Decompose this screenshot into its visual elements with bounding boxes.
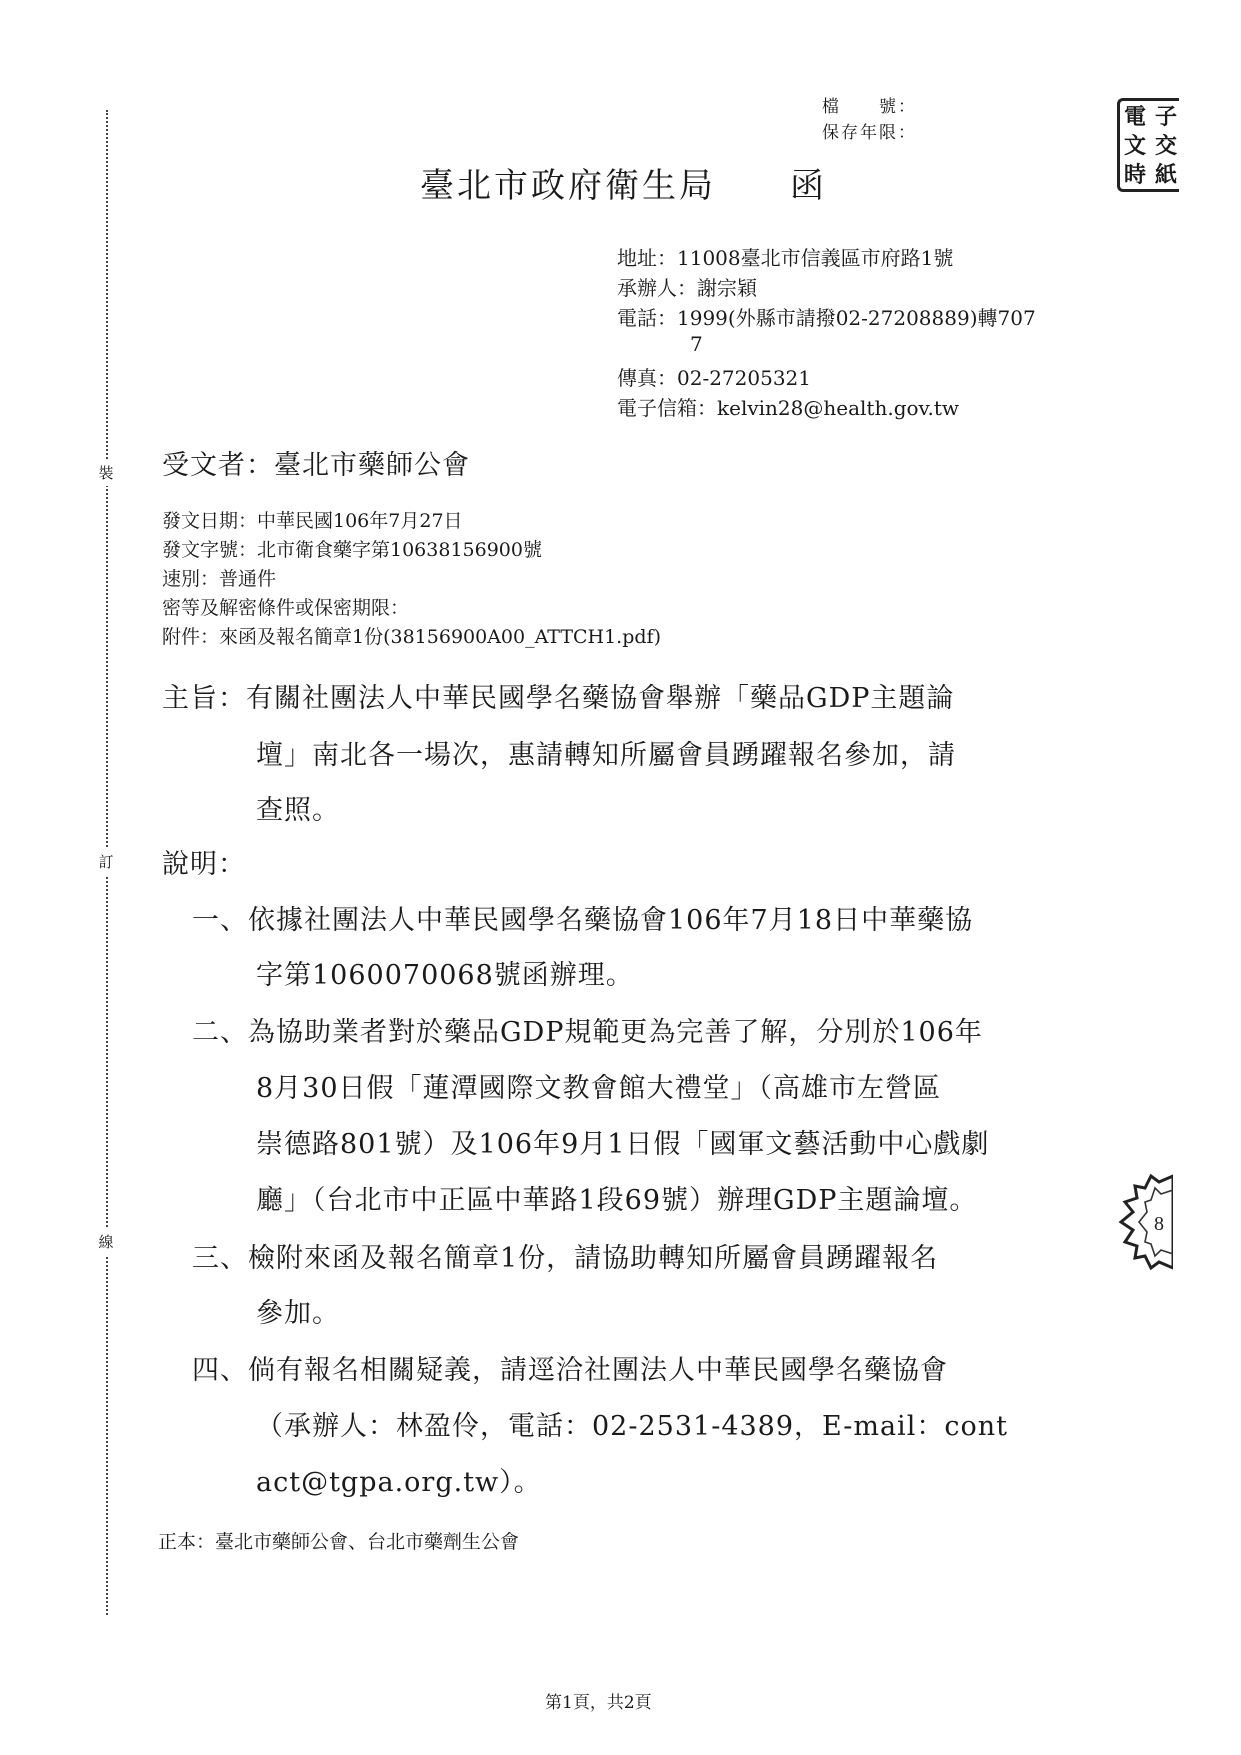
- item-3-line-2: 參加。: [256, 1298, 340, 1329]
- explanation-label: 說明：: [162, 849, 246, 880]
- copy-to: 正本：臺北市藥師公會、台北市藥劑生公會: [158, 1531, 520, 1553]
- item-2-line-1: 二、為協助業者對於藥品GDP規範更為完善了解，分別於106年: [192, 1017, 983, 1048]
- attachment: 附件：來函及報名簡章1份(38156900A00_ATTCH1.pdf): [162, 626, 661, 648]
- item-4-line-3: act@tgpa.org.tw）。: [256, 1467, 542, 1498]
- seal-number: 8: [1154, 1213, 1164, 1235]
- contact-address: 地址：11008臺北市信義區市府路1號: [617, 246, 954, 270]
- binding-label-ding: 訂: [96, 848, 116, 875]
- item-1-line-2: 字第1060070068號函辦理。: [256, 960, 634, 991]
- delivery-speed: 速別：普通件: [162, 568, 277, 590]
- item-1-line-1: 一、依據社團法人中華民國學名藥協會106年7月18日中華藥協: [192, 905, 974, 936]
- security-classification: 密等及解密條件或保密期限：: [162, 597, 410, 619]
- electronic-exchange-stamp: 電 子 文 交 時 紙: [1117, 98, 1179, 192]
- file-number-label: 檔 號：: [822, 97, 917, 117]
- page-number: 第1頁，共2頁: [545, 1693, 652, 1713]
- contact-handler: 承辦人：謝宗穎: [617, 276, 757, 300]
- binding-label-zhuang: 裝: [96, 459, 116, 486]
- subject-line-3: 查照。: [256, 795, 340, 826]
- recipient: 受文者：臺北市藥師公會: [162, 450, 470, 481]
- binding-label-xian: 線: [96, 1228, 116, 1255]
- contact-fax: 傳真：02-27205321: [617, 366, 812, 390]
- item-4-line-2: （承辦人：林盈伶，電話：02-2531-4389，E-mail：cont: [256, 1411, 1008, 1442]
- subject-line-1: 主旨：有關社團法人中華民國學名藥協會舉辦「藥品GDP主題論: [162, 683, 955, 714]
- issue-date: 發文日期：中華民國106年7月27日: [162, 510, 463, 532]
- contact-phone-continued: 7: [690, 332, 703, 356]
- item-2-line-4: 廳」（台北市中正區中華路1段69號）辦理GDP主題論壇。: [256, 1185, 978, 1216]
- contact-phone: 電話：1999(外縣市請撥02-27208889)轉707: [617, 306, 1036, 330]
- document-title: 臺北市政府衛生局 函: [420, 166, 827, 206]
- document-number: 發文字號：北市衛食藥字第10638156900號: [162, 539, 542, 561]
- retention-period-label: 保存年限：: [822, 123, 917, 143]
- contact-email: 電子信箱：kelvin28@health.gov.tw: [617, 396, 959, 420]
- item-2-line-2: 8月30日假「蓮潭國際文教會館大禮堂」（高雄市左營區: [256, 1073, 942, 1104]
- subject-line-2: 壇」南北各一場次，惠請轉知所屬會員踴躍報名參加，請: [256, 740, 956, 771]
- item-3-line-1: 三、檢附來函及報名簡章1份，請協助轉知所屬會員踴躍報名: [192, 1243, 939, 1274]
- seal-stamp: [1115, 1172, 1173, 1272]
- item-4-line-1: 四、倘有報名相關疑義，請逕洽社團法人中華民國學名藥協會: [192, 1355, 948, 1386]
- item-2-line-3: 崇德路801號）及106年9月1日假「國軍文藝活動中心戲劇: [256, 1129, 990, 1160]
